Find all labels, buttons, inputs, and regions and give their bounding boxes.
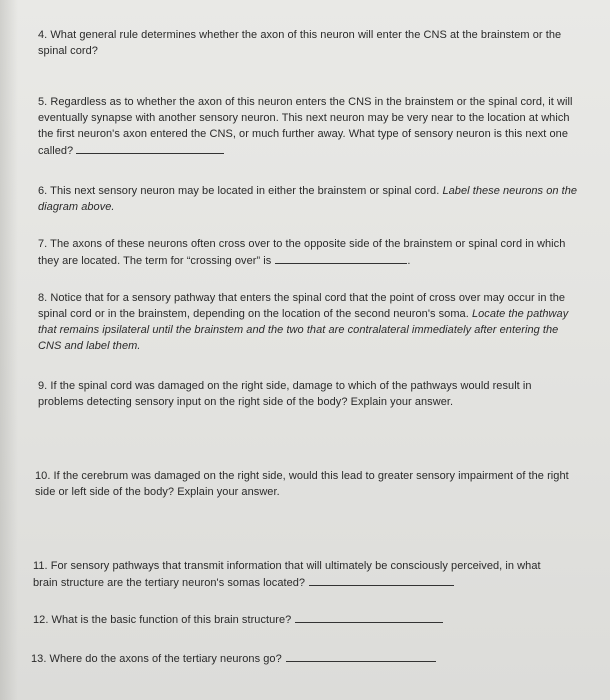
question-11-text: 11. For sensory pathways that transmit information that will ultimately be consciously perceived, in what brain structure are the tertiary neuron's somas located? [33, 560, 541, 589]
question-7 [38, 236, 578, 269]
question-10 [35, 468, 575, 500]
question-12-text: 12. What is the basic function of this brain structure? [33, 614, 292, 626]
question-8-text: 8. Notice that for a sensory pathway that enters the spinal cord that the point of cross over may occur in the spinal cord or in the brainstem, depending on the location of the second neuron's soma. [38, 292, 566, 320]
question-11-answer-blank[interactable] [309, 574, 454, 586]
question-7-answer-blank[interactable] [275, 252, 407, 264]
question-7-text: 7. The axons of these neurons often cross over to the opposite side of the brainstem or spinal cord in which they are located. The term for “crossing over” is [38, 238, 566, 267]
question-6-instruction: Label these neurons on the diagram above. [38, 185, 578, 213]
question-10-text: 10. If the cerebrum was damaged on the right side, would this lead to greater sensory impairment of the right side or left side of the body? Explain your answer. [35, 470, 569, 498]
question-5-answer-blank[interactable] [76, 142, 224, 154]
question-5-text: 5. Regardless as to whether the axon of this neuron enters the CNS in the brainstem or the spinal cord, it will eventually synapse with another sensory neuron. This next neuron may be very near to the location at which the first neuron's axon entered the CNS, or much further away. What type of sensory neuron is this next one called? [38, 96, 573, 157]
question-11 [33, 558, 568, 591]
question-6-text: 6. This next sensory neuron may be located in either the brainstem or spinal cord. [38, 185, 440, 197]
question-9-text: 9. If the spinal cord was damaged on the right side, damage to which of the pathways would result in problems detecting sensory input on the right side of the body? Explain your answer. [38, 380, 532, 408]
question-13-text: 13. Where do the axons of the tertiary neurons go? [31, 653, 282, 665]
question-5 [38, 94, 583, 159]
question-6 [38, 183, 578, 215]
question-13 [31, 650, 571, 667]
question-12 [33, 611, 573, 628]
question-4 [38, 27, 578, 59]
page-shadow [0, 0, 18, 700]
question-7-period: . [407, 255, 411, 267]
question-4-text: 4. What general rule determines whether the axon of this neuron will enter the CNS at the brainstem or the spinal cord? [38, 29, 562, 57]
question-12-answer-blank[interactable] [295, 611, 443, 623]
question-8-instruction: Locate the pathway that remains ipsilateral until the brainstem and the two that are contralateral immediately after entering the CNS and label them. [38, 308, 569, 352]
question-13-answer-blank[interactable] [286, 650, 436, 662]
question-9 [38, 378, 578, 410]
question-8 [38, 290, 583, 354]
